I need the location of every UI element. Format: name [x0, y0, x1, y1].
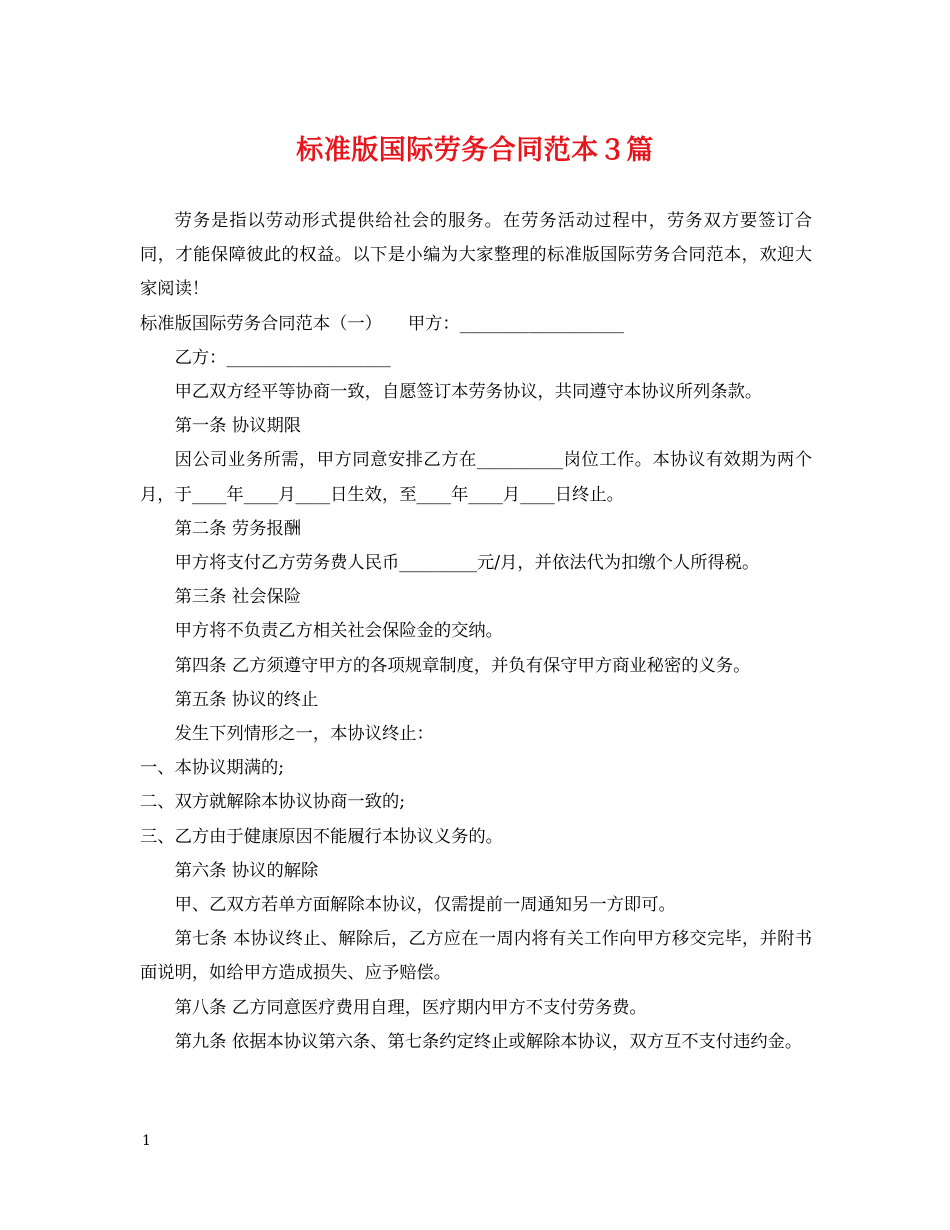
article-7: 第七条 本协议终止、解除后，乙方应在一周内将有关工作向甲方移交完毕，并附书面说明，如给甲方造成损失、应予赔偿。 — [140, 929, 812, 984]
agreement-preamble: 甲乙双方经平等协商一致，自愿签订本劳务协议，共同遵守本协议所列条款。 — [174, 382, 763, 403]
article-5-body: 发生下列情形之一，本协议终止： — [174, 724, 434, 745]
article-6-body: 甲、乙双方若单方面解除本协议，仅需提前一周通知另一方即可。 — [174, 895, 676, 916]
article-9: 第九条 依据本协议第六条、第七条约定终止或解除本协议，双方互不支付违约金。 — [174, 1031, 803, 1052]
party-b-line: 乙方：___________________ — [174, 347, 391, 368]
termination-item-3: 三、乙方由于健康原因不能履行本协议义务的。 — [140, 826, 503, 847]
intro-paragraph: 劳务是指以劳动形式提供给社会的服务。在劳务活动过程中，劳务双方要签订合同，才能保障彼此的权益。以下是小编为大家整理的标准版国际劳务合同范本，欢迎大家阅读！ — [140, 211, 812, 300]
article-4: 第四条 乙方须遵守甲方的各项规章制度，并负有保守甲方商业秘密的义务。 — [174, 655, 751, 676]
document-body — [140, 204, 812, 1059]
article-2-heading: 第二条 劳务报酬 — [174, 518, 302, 539]
article-5-heading: 第五条 协议的终止 — [174, 689, 319, 710]
termination-item-2: 二、双方就解除本协议协商一致的; — [140, 792, 406, 813]
document-title: 标准版国际劳务合同范本３篇 — [296, 135, 654, 166]
termination-item-1: 一、本协议期满的; — [140, 758, 285, 779]
article-1-heading: 第一条 协议期限 — [174, 416, 302, 437]
contract-heading-party-a: 标准版国际劳务合同范本（一） 甲方：___________________ — [140, 313, 624, 334]
page-number: 1 — [142, 1133, 151, 1149]
article-3-heading: 第三条 社会保险 — [174, 587, 302, 608]
article-2-body: 甲方将支付乙方劳务费人民币_________元/月，并依法代为扣缴个人所得税。 — [174, 553, 760, 574]
article-6-heading: 第六条 协议的解除 — [174, 860, 319, 881]
article-3-body: 甲方将不负责乙方相关社会保险金的交纳。 — [174, 621, 503, 642]
article-1-body: 因公司业务所需，甲方同意安排乙方在__________岗位工作。本协议有效期为两个月，于____年____月____日生效，至____年____月____日终止。 — [140, 450, 812, 505]
article-8: 第八条 乙方同意医疗费用自理，医疗期内甲方不支付劳务费。 — [174, 997, 647, 1018]
